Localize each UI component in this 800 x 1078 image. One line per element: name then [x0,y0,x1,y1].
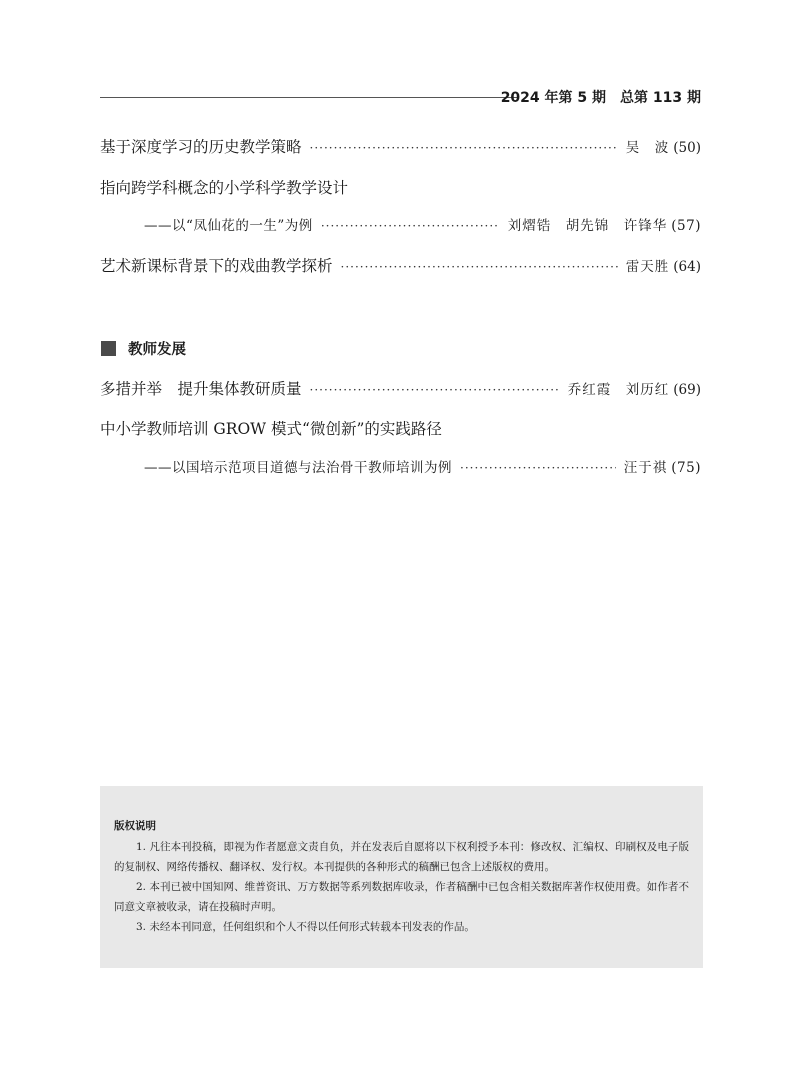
leader-dots [341,260,618,274]
notice-item: 1. 凡往本刊投稿，即视为作者愿意文责自负，并在发表后自愿将以下权利授予本刊：修改权、汇编权、印刷权及电子版的复制权、网络传播权、翻译权、发行权。本刊提供的各种形式的稿酬已包含上述版权的费用。 [114,841,689,873]
entry-page: (75) [671,460,701,476]
entry-page: (50) [673,140,701,156]
header-rule [100,97,518,98]
leader-dots [310,141,618,155]
issue-label: 2024 年第 5 期 总第 113 期 [500,90,701,106]
notice-title: 版权说明 [114,820,156,832]
entry-subtitle: ——以“凤仙花的一生”为例 [144,218,313,234]
section-square-icon [101,341,116,356]
entry-author: 吴 波 [625,140,670,156]
entry-page: (69) [673,382,701,398]
notice-items [114,837,689,937]
notice-item: 2. 本刊已被中国知网、维普资讯、万方数据等系列数据库收录，作者稿酬中已包含相关数据库著作权使用费。如作者不同意文章被收录，请在投稿时声明。 [114,881,689,913]
entry-title: 基于深度学习的历史教学策略 [100,138,302,156]
leader-dots [310,383,560,397]
toc-entry[interactable] [100,135,701,159]
toc-entry-title[interactable]: 指向跨学科概念的小学科学教学设计 [100,179,349,197]
toc-entry-subtitle[interactable] [144,214,701,238]
toc-entry-subtitle[interactable] [144,456,701,480]
leader-dots [460,461,616,475]
copyright-notice-box [100,786,703,968]
leader-dots [321,219,500,233]
toc-entry-title[interactable]: 中小学教师培训 GROW 模式“微创新”的实践路径 [100,420,442,438]
entry-author: 乔红霞 刘历红 [567,382,670,398]
entry-page: (57) [671,218,701,234]
entry-author: 刘熠锆 胡先锦 许锋华 [507,218,668,234]
toc-entry[interactable] [100,254,701,278]
entry-subtitle: ——以国培示范项目道德与法治骨干教师培训为例 [144,460,452,476]
entry-author: 汪于祺 [623,460,668,476]
entry-title: 艺术新课标背景下的戏曲教学探析 [100,257,333,275]
entry-title: 多措并举 提升集体教研质量 [100,380,302,398]
notice-item: 3. 未经本刊同意，任何组织和个人不得以任何形式转载本刊发表的作品。 [136,921,475,933]
entry-author: 雷天胜 [625,259,670,275]
section-header [101,338,186,359]
section-label: 教师发展 [128,342,186,358]
toc-entry[interactable] [100,377,701,401]
entry-page: (64) [673,259,701,275]
